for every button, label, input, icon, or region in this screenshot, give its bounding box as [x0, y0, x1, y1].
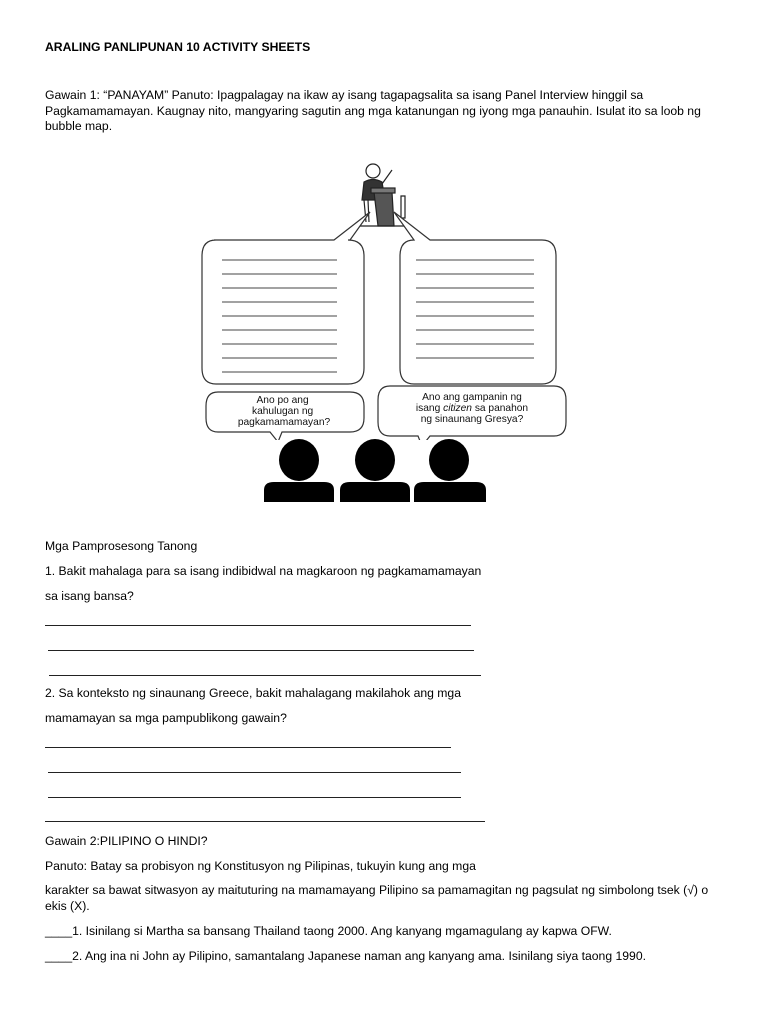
- question-1-line1: 1. Bakit mahalaga para sa isang indibidwal na magkaroon ng pagkamamamayan: [45, 564, 482, 578]
- question-left-line2: kahulugan ng: [251, 406, 314, 417]
- question-left-line1: Ano po ang: [256, 395, 309, 406]
- situation-item: ____2. Ang ina ni John ay Pilipino, samantalang Japanese naman ang kanyang ama. Isinilang siya taong 1990.: [45, 949, 646, 963]
- gawain1-instruction: Gawain 1: “PANAYAM” Panuto: Ipagpalagay na ikaw ay isang tagapagsalita sa isang Panel Interview hinggil sa Pagkamamamayan. Kaugnay nito, mangyaring sagutin ang mga katanungan ng iyong mga panauhin. Isulat ito sa loob ng bubble map.: [45, 88, 701, 133]
- question-left-line3: pagkamamamayan?: [237, 417, 331, 428]
- answer-line: [48, 650, 474, 651]
- question-right-line3: ng sinaunang Gresya?: [420, 414, 524, 425]
- page-title: ARALING PANLIPUNAN 10 ACTIVITY SHEETS: [45, 40, 311, 54]
- question-2-line2: mamamayan sa mga pampublikong gawain?: [45, 711, 287, 725]
- answer-line: [45, 625, 471, 626]
- answer-line: [45, 747, 451, 748]
- answer-line: [45, 821, 485, 822]
- gawain2-instruction-line2: karakter sa bawat sitwasyon ay maituturing na mamamayang Pilipino sa pamamagitan ng pagsulat ng simbolong tsek (√) o ekis (X).: [45, 883, 709, 913]
- panel-interview-illustration: [198, 156, 574, 504]
- processing-heading: Mga Pamprosesong Tanong: [45, 539, 198, 553]
- answer-line: [48, 797, 461, 798]
- situation-item: ____1. Isinilang si Martha sa bansang Thailand taong 2000. Ang kanyang mgamagulang ay kapwa OFW.: [45, 924, 612, 938]
- answer-line: [48, 772, 461, 773]
- question-right-line2: isang citizen sa panahon: [415, 403, 529, 414]
- svg-text:ng sinaunang Gresya?: [421, 414, 524, 425]
- question-right-line1: Ano ang gampanin ng: [422, 392, 522, 403]
- question-2-line1: 2. Sa konteksto ng sinaunang Greece, bakit mahalagang makilahok ang mga: [45, 686, 461, 700]
- gawain2-heading: Gawain 2:PILIPINO O HINDI?: [45, 834, 208, 848]
- audience-icon: [264, 439, 486, 502]
- gawain2-instruction-line1: Panuto: Batay sa probisyon ng Konstitusyon ng Pilipinas, tukuyin kung ang mga: [45, 859, 476, 873]
- question-1-line2: sa isang bansa?: [45, 589, 134, 603]
- answer-line: [49, 675, 481, 676]
- svg-text:Ano ang gampanin ng: [422, 392, 522, 403]
